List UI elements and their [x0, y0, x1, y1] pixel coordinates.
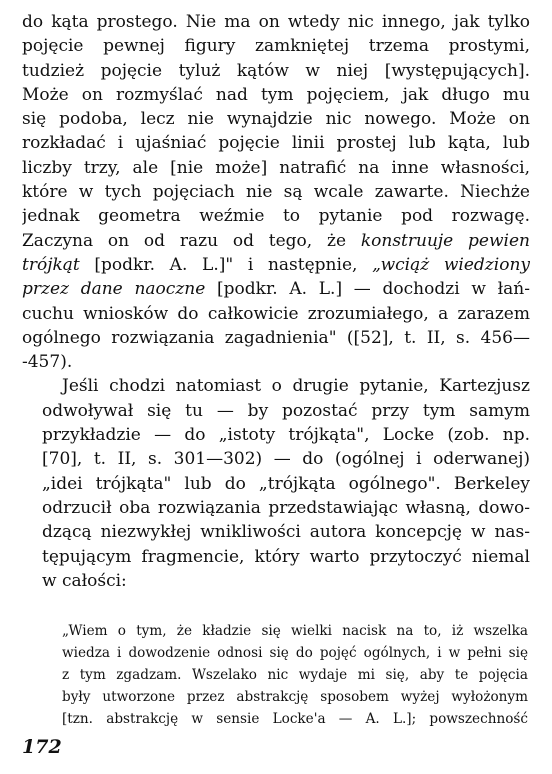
paragraph-2 [22, 374, 530, 593]
text-run: [podkr. A. L.]" i następnie, [79, 254, 373, 275]
text-line: odwoływał się tu — by pozostać przy tym samym [42, 400, 530, 421]
text-line: „idei trójkąta" lub do „trójkąta ogólnego". Berkeley [42, 473, 530, 494]
quote-line: wiedza i dowodzenie odnosi się do pojęć ogólnych, i w pełni się [62, 645, 528, 661]
quote-line: były utworzone przez abstrakcję sposobem wyżej wyłożonym [62, 689, 528, 705]
quote-line: [tzn. abstrakcję w sensie Locke'a — A. L.]; powszechność [62, 711, 528, 727]
text-line: Może on rozmyślać nad tym pojęciem, jak długo mu [22, 84, 530, 105]
text-line: liczby trzy, ale [nie może] natrafić na inne własności, [22, 157, 530, 178]
text-line [22, 277, 530, 301]
text-line: w całości: [42, 570, 127, 591]
text-line: się podoba, lecz nie wynajdzie nic nowego. Może on [22, 109, 530, 130]
quote-line: z tym zgadzam. Wszelako nic wydaje mi się, aby te pojęcia [62, 667, 528, 683]
text-line: odrzucił oba rozwiązania przedstawiając własną, dowo- [42, 497, 530, 518]
text-run: [podkr. A. L.] — dochodzi w łań- [205, 279, 530, 300]
text-line [22, 253, 530, 277]
emphasis-text: „wciąż wiedziony [372, 254, 530, 275]
text-line: dzącą niezwykłej wnikliwości autora koncepcję w nas- [42, 522, 530, 543]
text-line: [70], t. II, s. 301—302) — do (ogólnej i oderwanej) [42, 449, 530, 470]
text-line: -457). [22, 352, 73, 373]
text-line: przykładzie — do „istoty trójkąta", Locke (zob. np. [42, 425, 530, 446]
page-number: 172 [22, 736, 62, 758]
emphasis-text: przez dane naoczne [22, 279, 206, 300]
block-quote [62, 620, 528, 730]
text-run: Zaczyna on od razu od tego, że [22, 230, 361, 251]
text-line: rozkładać i ujaśniać pojęcie linii prostej lub kąta, lub [22, 133, 530, 154]
emphasis-text: konstruuje pewien [360, 230, 530, 251]
paragraph-1 [22, 10, 530, 374]
text-line: do kąta prostego. Nie ma on wtedy nic innego, jak tylko [22, 12, 530, 32]
text-line: Jeśli chodzi natomiast o drugie pytanie, Kartezjusz [62, 376, 530, 397]
text-line: jednak geometra weźmie to pytanie pod rozwagę. [22, 206, 530, 227]
text-line: ogólnego rozwiązania zagadnienia" ([52], t. II, s. 456— [22, 327, 530, 348]
main-text [22, 10, 530, 593]
emphasis-text: trójkąt [22, 254, 80, 275]
text-line: tudzież pojęcie tyluż kątów w niej [występujących]. [22, 60, 530, 81]
text-line: cuchu wniosków do całkowicie zrozumiałego, a zarazem [22, 303, 530, 324]
text-line: które w tych pojęciach nie są wcale zawarte. Niechże [22, 182, 530, 203]
quote-line: „Wiem o tym, że kładzie się wielki nacisk na to, iż wszelka [62, 623, 528, 639]
text-line: pojęcie pewnej figury zamkniętej trzema prostymi, [22, 36, 530, 57]
text-line [22, 229, 530, 253]
text-line: tępującym fragmencie, który warto przytoczyć niemal [42, 546, 530, 567]
